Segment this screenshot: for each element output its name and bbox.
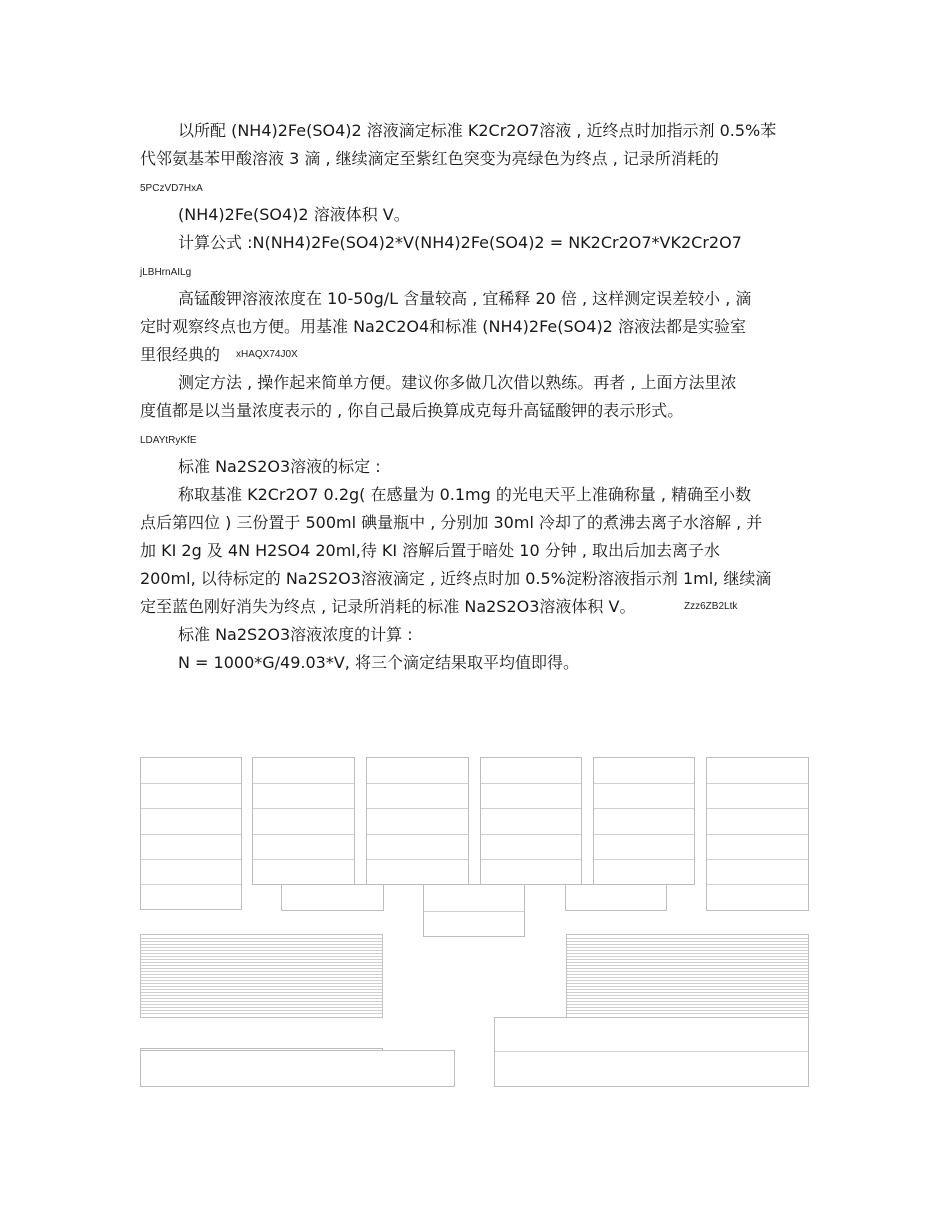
text-line: 称取基准 K2Cr2O7 0.2g( 在感量为 0.1mg 的光电天平上准确称量 , 精确至小数 <box>178 485 752 504</box>
text-line: (NH4)2Fe(SO4)2 溶液体积 V。 <box>178 205 410 224</box>
table-cell <box>565 884 667 911</box>
table-cell-group <box>366 757 469 885</box>
text-line: 高锰酸钾溶液浓度在 10-50g/L 含量较高 , 宜稀释 20 倍 , 这样测定误差较小 , 滴 <box>178 289 752 308</box>
table-cell-group <box>140 757 242 910</box>
table-cell <box>494 1017 809 1087</box>
text-line: 标准 Na2S2O3溶液浓度的计算 : <box>178 625 413 644</box>
text-line: 测定方法 , 操作起来简单方便。建议你多做几次借以熟练。再者 , 上面方法里浓 <box>178 373 737 392</box>
ruled-block-left <box>140 934 383 1018</box>
text-line: 加 KI 2g 及 4N H2SO4 20ml,待 KI 溶解后置于暗处 10 分钟 , 取出后加去离子水 <box>140 541 721 560</box>
table-cell <box>140 1050 455 1087</box>
table-cell-group <box>593 757 695 885</box>
ruled-block-right <box>566 934 809 1018</box>
text-line: 标准 Na2S2O3溶液的标定 : <box>178 457 381 476</box>
table-cell <box>423 884 525 937</box>
text-line: 定时观察终点也方便。用基准 Na2C2O4和标准 (NH4)2Fe(SO4)2 溶液法都是实验室 <box>140 317 746 336</box>
table-cell-group <box>252 757 355 885</box>
text-line: N = 1000*G/49.03*V, 将三个滴定结果取平均值即得。 <box>178 653 579 672</box>
text-line: 计算公式 :N(NH4)2Fe(SO4)2*V(NH4)2Fe(SO4)2 = NK2Cr2O7*VK2Cr2O7 <box>178 233 742 252</box>
table-cell-group <box>480 757 582 885</box>
doc-code: Zzz6ZB2Ltk <box>684 601 738 612</box>
text-line: 度值都是以当量浓度表示的 , 你自己最后换算成克每升高锰酸钾的表示形式。 <box>140 401 684 420</box>
table-cell <box>281 884 384 911</box>
text-line: 200ml, 以待标定的 Na2S2O3溶液滴定 , 近终点时加 0.5%淀粉溶液指示剂 1ml, 继续滴 <box>140 569 772 588</box>
doc-code: 5PCzVD7HxA <box>140 183 203 194</box>
doc-code: LDAYtRyKfE <box>140 435 197 446</box>
text-line: 代邻氨基苯甲酸溶液 3 滴 , 继续滴定至紫红色突变为亮绿色为终点 , 记录所消耗的 <box>140 149 719 168</box>
table-cell-group <box>706 757 809 911</box>
text-line: 以所配 (NH4)2Fe(SO4)2 溶液滴定标准 K2Cr2O7溶液 , 近终点时加指示剂 0.5%苯 <box>178 121 777 140</box>
text-line: 点后第四位 ) 三份置于 500ml 碘量瓶中 , 分别加 30ml 冷却了的煮沸去离子水溶解 , 并 <box>140 513 763 532</box>
doc-code: xHAQX74J0X <box>236 349 298 360</box>
doc-code: jLBHrnAILg <box>140 267 192 278</box>
text-line: 里很经典的 <box>140 345 221 364</box>
text-line: 定至蓝色刚好消失为终点 , 记录所消耗的标准 Na2S2O3溶液体积 V。 <box>140 597 636 616</box>
